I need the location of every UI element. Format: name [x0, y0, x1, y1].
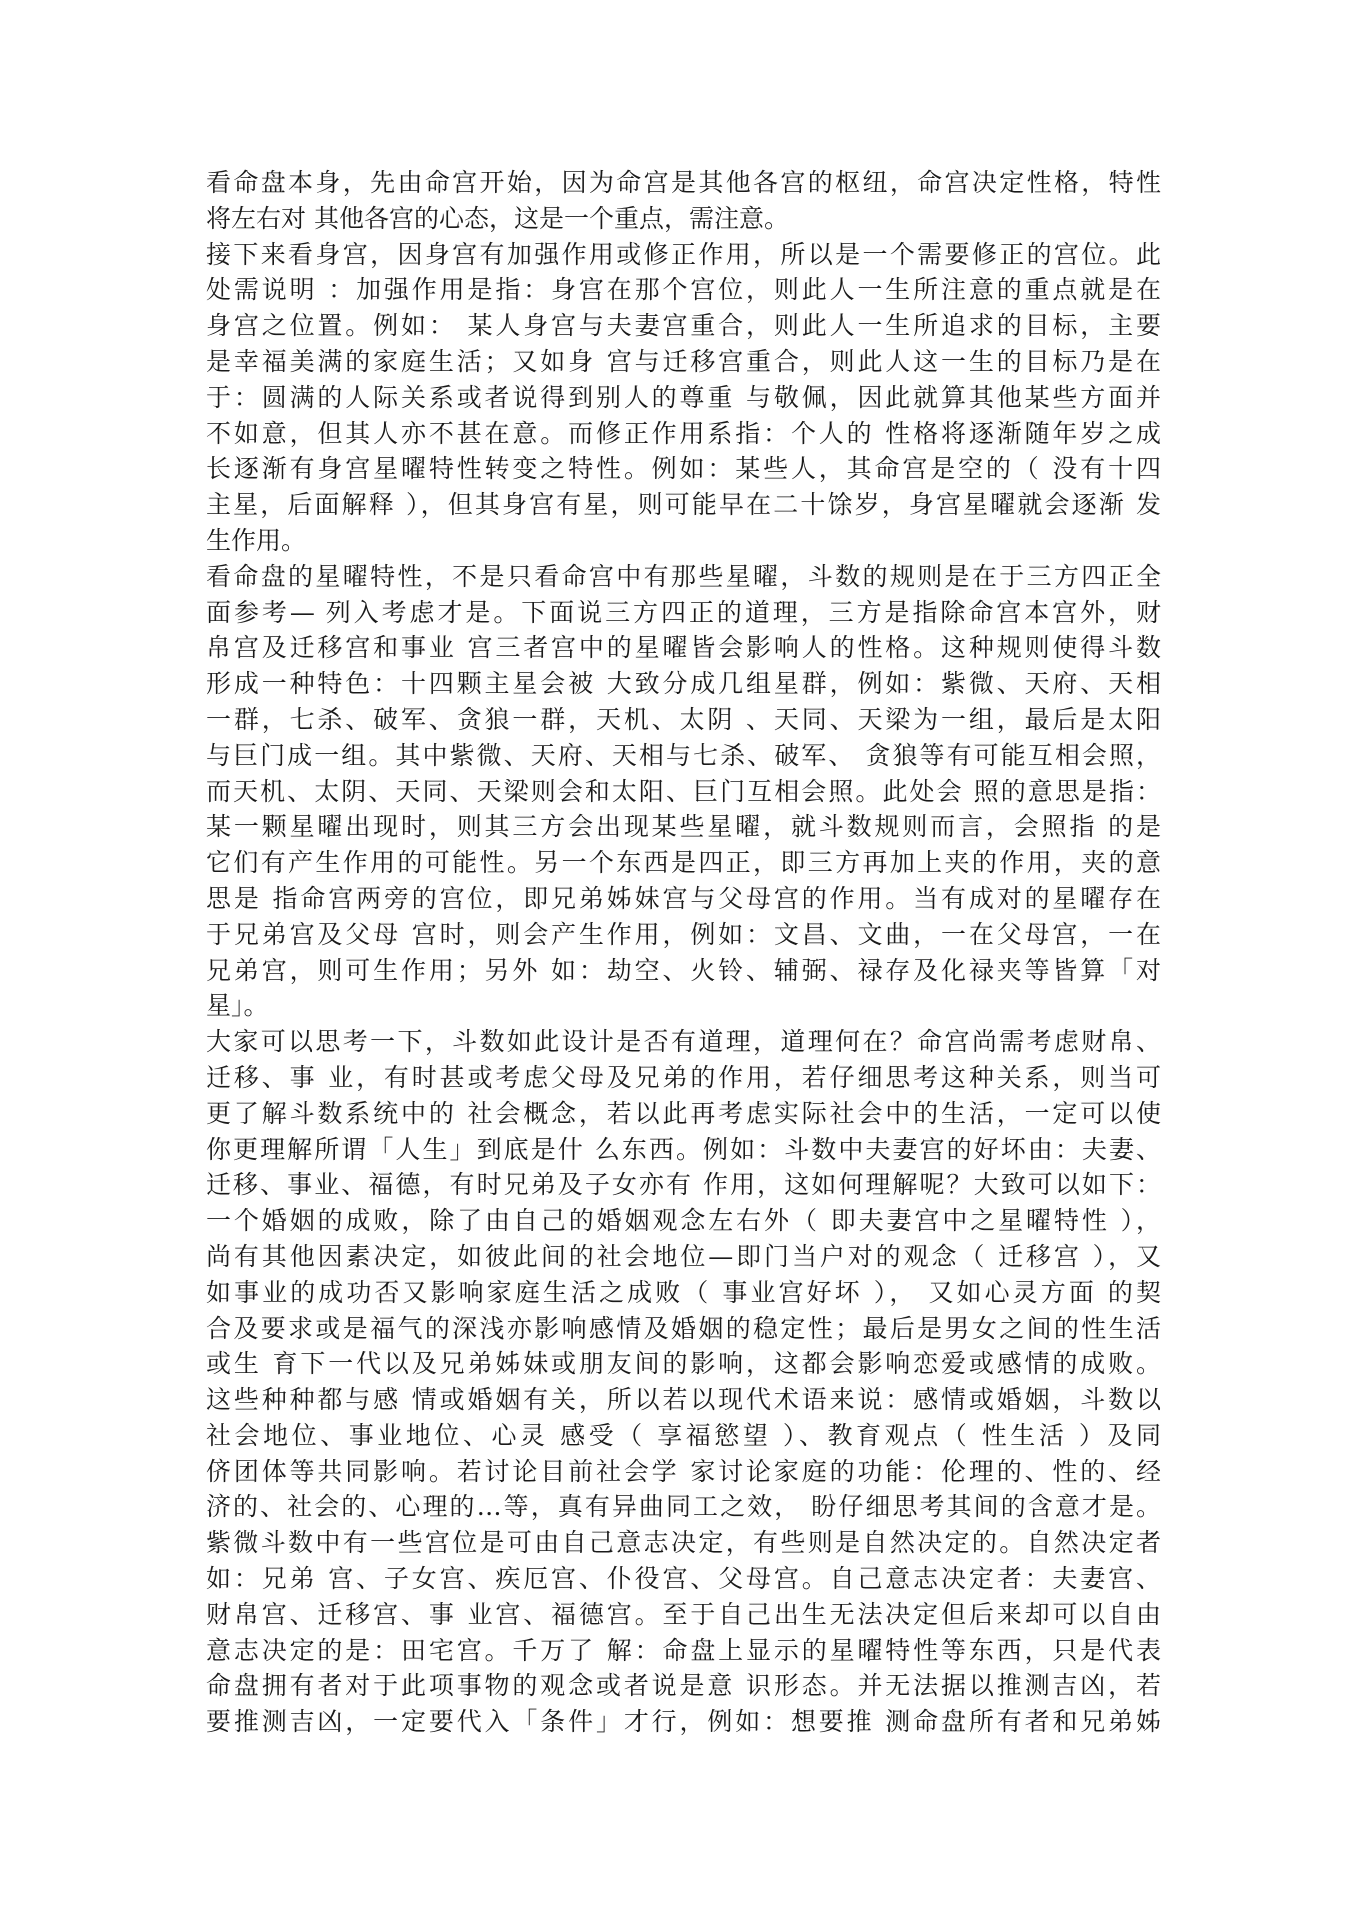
text-line: 形成一种特色：十四颗主星会被 大致分成几组星群，例如：紫微、天府、天相 [206, 669, 1161, 699]
text-line: 大家可以思考一下，斗数如此设计是否有道理，道理何在？命宫尚需考虑财帛、 [206, 1027, 1161, 1057]
text-line: 而天机、太阴、天同、天梁则会和太阳、巨门互相会照。此处会 照的意思是指： [206, 776, 1161, 806]
text-line: 身宫之位置。例如： 某人身宫与夫妻宫重合，则此人一生所追求的目标，主要 [206, 311, 1161, 341]
text-line: 长逐渐有身宫星曜特性转变之特性。例如：某些人，其命宫是空的（ 没有十四 [206, 454, 1161, 484]
text-line: 迁移、事业、福德，有时兄弟及子女亦有 作用，这如何理解呢？大致可以如下： [206, 1170, 1161, 1200]
text-line: 某一颗星曜出现时，则其三方会出现某些星曜，就斗数规则而言，会照指 的是 [206, 812, 1161, 842]
text-line: 与巨门成一组。其中紫微、天府、天相与七杀、破军、 贪狼等有可能互相会照， [206, 740, 1161, 770]
text-line: 星」。 [206, 991, 269, 1021]
text-line: 生作用。 [206, 525, 307, 555]
text-line: 思是 指命宫两旁的宫位，即兄弟姊妹宫与父母宫的作用。当有成对的星曜存在 [206, 883, 1161, 913]
text-line: 合及要求或是福气的深浅亦影响感情及婚姻的稳定性；最后是男女之间的性生活 [206, 1313, 1161, 1343]
text-line: 命盘拥有者对于此项事物的观念或者说是意 识形态。并无法据以推测吉凶，若 [206, 1671, 1161, 1701]
text-line: 看命盘的星曜特性，不是只看命宫中有那些星曜，斗数的规则是在于三方四正全 [206, 561, 1161, 591]
text-line: 一个婚姻的成败，除了由自己的婚姻观念左右外（ 即夫妻宫中之星曜特性 ）， [206, 1206, 1161, 1236]
text-line: 如事业的成功否又影响家庭生活之成败（ 事业宫好坏 ）， 又如心灵方面 的契 [206, 1277, 1161, 1307]
text-line: 面参考— 列入考虑才是。下面说三方四正的道理，三方是指除命宫本宫外，财 [206, 597, 1161, 627]
text-line: 不如意，但其人亦不甚在意。而修正作用系指：个人的 性格将逐渐随年岁之成 [206, 418, 1161, 448]
text-line: 看命盘本身，先由命宫开始，因为命宫是其他各宫的枢纽，命宫决定性格，特性 [206, 168, 1161, 197]
text-line: 你更理解所谓「人生」到底是什 么东西。例如：斗数中夫妻宫的好坏由：夫妻、 [206, 1134, 1161, 1164]
text-line: 这些种种都与感 情或婚姻有关，所以若以现代术语来说：感情或婚姻，斗数以 [206, 1385, 1161, 1415]
document-body [206, 165, 1161, 1740]
text-line: 更了解斗数系统中的 社会概念，若以此再考虑实际社会中的生活，一定可以使 [206, 1098, 1161, 1128]
text-line: 济的、社会的、心理的…等，真有异曲同工之效， 盼仔细思考其间的含意才是。 [206, 1492, 1161, 1522]
text-line: 侪团体等共同影响。若讨论目前社会学 家讨论家庭的功能：伦理的、性的、经 [206, 1456, 1161, 1486]
text-line: 是幸福美满的家庭生活；又如身 宫与迁移宫重合，则此人这一生的目标乃是在 [206, 346, 1161, 376]
text-line: 一群，七杀、破军、贪狼一群，天机、太阴 、天同、天梁为一组，最后是太阳 [206, 704, 1161, 734]
text-line: 意志决定的是：田宅宫。千万了 解：命盘上显示的星曜特性等东西，只是代表 [206, 1635, 1161, 1665]
text-line: 它们有产生作用的可能性。另一个东西是四正，即三方再加上夹的作用，夹的意 [206, 848, 1161, 878]
text-line: 兄弟宫，则可生作用；另外 如：劫空、火铃、辅弼、禄存及化禄夹等皆算「对 [206, 955, 1161, 985]
text-line: 紫微斗数中有一些宫位是可由自己意志决定，有些则是自然决定的。自然决定者 [206, 1528, 1161, 1558]
text-line: 处需说明 ：加强作用是指：身宫在那个宫位，则此人一生所注意的重点就是在 [206, 275, 1161, 305]
text-line: 财帛宫、迁移宫、事 业宫、福德宫。至于自己出生无法决定但后来却可以自由 [206, 1599, 1161, 1629]
text-line: 或生 育下一代以及兄弟姊妹或朋友间的影响，这都会影响恋爱或感情的成败。 [206, 1349, 1161, 1379]
text-line: 将左右对 其他各宫的心态，这是一个重点，需注意。 [206, 203, 789, 233]
text-line: 要推测吉凶，一定要代入「条件」才行，例如：想要推 测命盘所有者和兄弟姊 [206, 1707, 1161, 1737]
text-line: 如：兄弟 宫、子女宫、疾厄宫、仆役宫、父母宫。自己意志决定者：夫妻宫、 [206, 1564, 1161, 1594]
text-line: 于：圆满的人际关系或者说得到别人的尊重 与敬佩，因此就算其他某些方面并 [206, 382, 1161, 412]
text-line: 迁移、事 业，有时甚或考虑父母及兄弟的作用，若仔细思考这种关系，则当可 [206, 1062, 1161, 1092]
text-line: 于兄弟宫及父母 宫时，则会产生作用，例如：文昌、文曲，一在父母宫，一在 [206, 919, 1161, 949]
text-line: 接下来看身宫，因身宫有加强作用或修正作用，所以是一个需要修正的宫位。此 [206, 239, 1161, 269]
text-line: 社会地位、事业地位、心灵 感受（ 享福慾望 ）、教育观点（ 性生活 ）及同 [206, 1420, 1161, 1450]
text-line: 尚有其他因素决定，如彼此间的社会地位—即门当户对的观念（ 迁移宫 ），又 [206, 1241, 1161, 1271]
text-line: 主星，后面解释 ），但其身宫有星，则可能早在二十馀岁，身宫星曜就会逐渐 发 [206, 490, 1161, 520]
text-line: 帛宫及迁移宫和事业 宫三者宫中的星曜皆会影响人的性格。这种规则使得斗数 [206, 633, 1161, 663]
